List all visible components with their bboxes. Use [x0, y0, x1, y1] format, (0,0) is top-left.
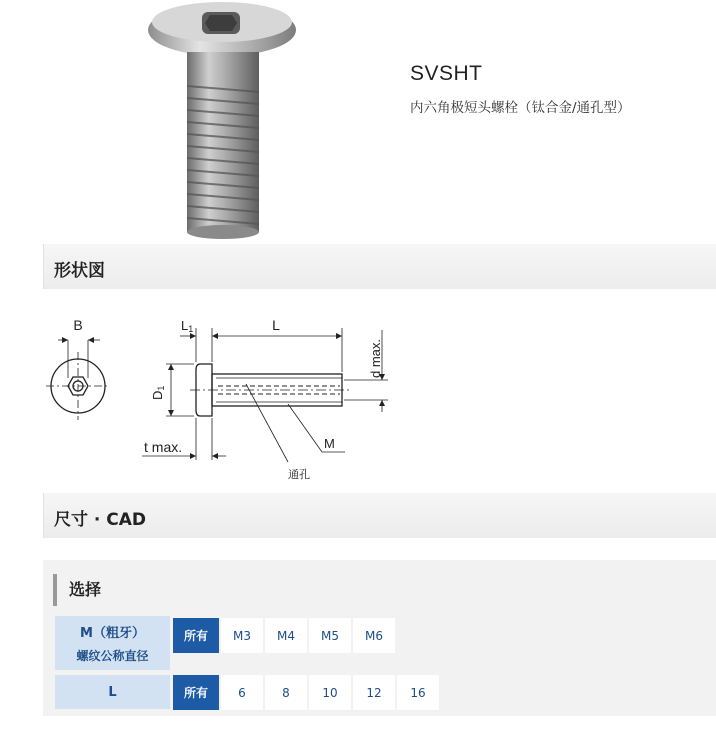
- svg-text:L1: [181, 318, 193, 334]
- dim-l1-label: L: [181, 318, 189, 333]
- dim-tmax-label: t max.: [144, 439, 183, 455]
- section-shape-header: [43, 244, 716, 289]
- svg-text:D1: [150, 386, 166, 400]
- row-label-main: L: [108, 684, 117, 700]
- dim-b-label: B: [73, 317, 83, 333]
- option-l-16[interactable]: 16: [397, 675, 439, 710]
- option-l-12[interactable]: 12: [353, 675, 395, 710]
- thread-size-options: [173, 618, 395, 653]
- dim-dmax-label: d max.: [368, 338, 383, 378]
- product-photo: [140, 0, 305, 242]
- selection-panel: [43, 560, 716, 716]
- section-cad-header: [43, 493, 716, 538]
- selection-header: 选择: [53, 574, 101, 606]
- option-m6[interactable]: M6: [353, 618, 395, 653]
- option-m4[interactable]: M4: [265, 618, 307, 653]
- length-options: [173, 675, 439, 710]
- dim-m-label: M: [324, 436, 335, 451]
- dim-d1-label: D: [150, 390, 165, 400]
- section-cad-title: 尺寸 · CAD: [54, 510, 147, 530]
- option-l-6[interactable]: 6: [221, 675, 263, 710]
- through-hole-label: 通孔: [288, 468, 310, 481]
- row-label-main: M（粗牙）: [80, 626, 145, 641]
- product-code: SVSHT: [410, 62, 483, 85]
- dim-d1-subscript: 1: [156, 385, 166, 391]
- option-l-8[interactable]: 8: [265, 675, 307, 710]
- dim-l1-subscript: 1: [188, 324, 194, 334]
- option-m5[interactable]: M5: [309, 618, 351, 653]
- option-m3[interactable]: M3: [221, 618, 263, 653]
- option-m-all[interactable]: 所有: [173, 618, 219, 653]
- technical-drawing: [40, 300, 420, 490]
- dim-l-label: L: [272, 317, 280, 333]
- option-l-all[interactable]: 所有: [173, 675, 219, 710]
- row-label-sub: 螺纹公称直径: [76, 649, 149, 663]
- product-description: 内六角极短头螺栓（钛合金/通孔型）: [410, 100, 631, 116]
- row-label-length: [55, 675, 170, 709]
- option-l-10[interactable]: 10: [309, 675, 351, 710]
- section-shape-title: 形状図: [54, 261, 105, 281]
- row-label-thread-size: [55, 616, 170, 670]
